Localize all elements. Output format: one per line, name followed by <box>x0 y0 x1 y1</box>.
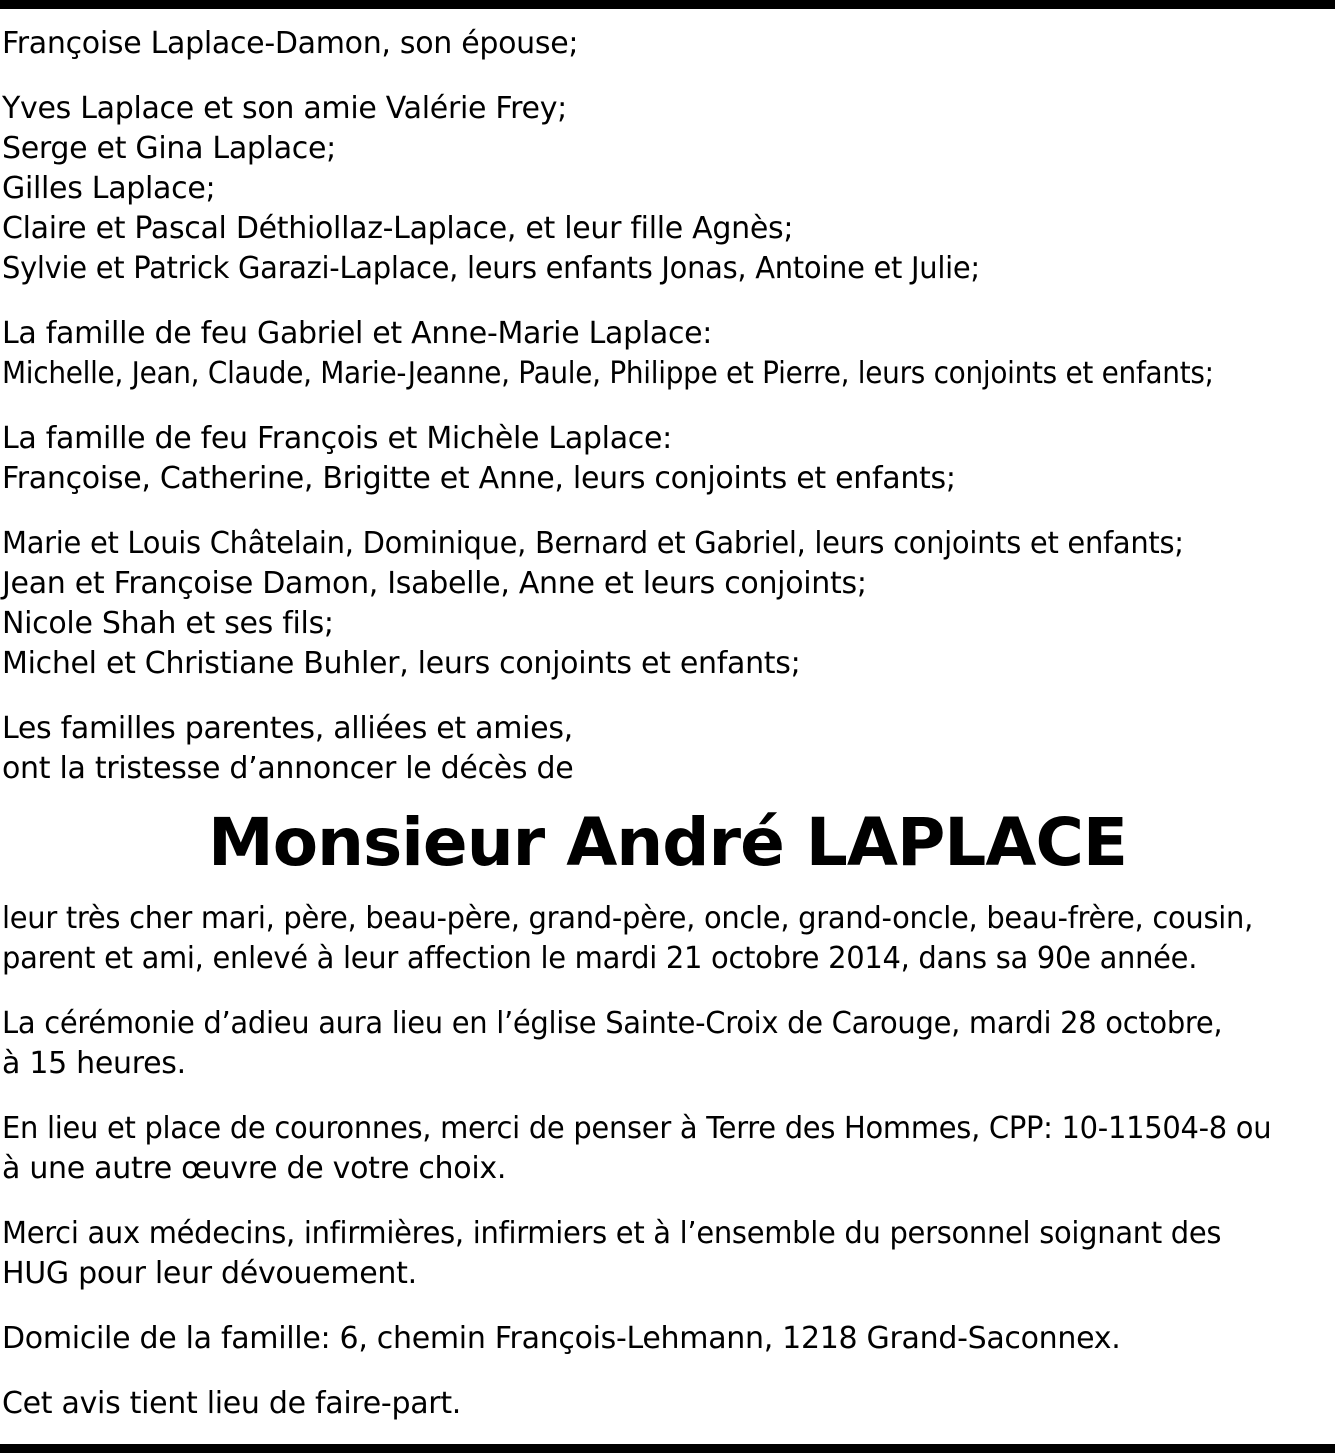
notice-line: Merci aux médecins, infirmières, infirmiers et à l’ensemble du personnel soignant des <box>2 1216 1222 1251</box>
notice-line: La famille de feu François et Michèle Laplace: <box>2 421 672 456</box>
notice-line: Nicole Shah et ses fils; <box>2 606 334 641</box>
details-section-thanks <box>2 1214 1333 1294</box>
notice-line: En lieu et place de couronnes, merci de penser à Terre des Hommes, CPP: 10-11504-8 ou <box>2 1111 1272 1146</box>
notice-line: Françoise Laplace-Damon, son épouse; <box>2 26 579 61</box>
notice-line: Yves Laplace et son amie Valérie Frey; <box>2 91 567 126</box>
notice-line: Michel et Christiane Buhler, leurs conjoints et enfants; <box>2 646 801 681</box>
top-rule <box>0 0 1335 9</box>
family-section-relatives <box>2 524 1333 684</box>
details-section-relationship <box>2 899 1333 979</box>
notice-line: ont la tristesse d’annoncer le décès de <box>2 751 574 786</box>
notice-line: à 15 heures. <box>2 1046 186 1081</box>
family-section-francois <box>2 419 1333 499</box>
details-section-ceremony <box>2 1004 1333 1084</box>
family-section-spouse <box>2 24 1333 64</box>
notice-line: Serge et Gina Laplace; <box>2 131 336 166</box>
notice-line: leur très cher mari, père, beau-père, grand-père, oncle, grand-oncle, beau-frère, cousin, <box>2 901 1253 936</box>
notice-line: HUG pour leur dévouement. <box>2 1256 417 1291</box>
details-section-closing <box>2 1384 1333 1424</box>
notice-line: Domicile de la famille: 6, chemin François-Lehmann, 1218 Grand-Saconnex. <box>2 1321 1121 1356</box>
notice-line: à une autre œuvre de votre choix. <box>2 1151 507 1186</box>
notice-line: Les familles parentes, alliées et amies, <box>2 711 573 746</box>
notice-line: Françoise, Catherine, Brigitte et Anne, leurs conjoints et enfants; <box>2 461 956 496</box>
notice-line: Gilles Laplace; <box>2 171 216 206</box>
family-section-gabriel <box>2 314 1333 394</box>
notice-line: parent et ami, enlevé à leur affection le mardi 21 octobre 2014, dans sa 90e année. <box>2 941 1198 976</box>
notice-line: Marie et Louis Châtelain, Dominique, Bernard et Gabriel, leurs conjoints et enfants; <box>2 526 1184 561</box>
notice-line: Sylvie et Patrick Garazi-Laplace, leurs enfants Jonas, Antoine et Julie; <box>2 251 980 286</box>
bottom-rule <box>0 1444 1335 1453</box>
details-section-address <box>2 1319 1333 1359</box>
family-section-children <box>2 89 1333 289</box>
notice-line: Michelle, Jean, Claude, Marie-Jeanne, Paule, Philippe et Pierre, leurs conjoints et enfants; <box>2 356 1214 391</box>
family-section-announcement <box>2 709 1333 789</box>
obituary-notice <box>2 24 1333 1424</box>
details-section-donation <box>2 1109 1333 1189</box>
notice-line: La cérémonie d’adieu aura lieu en l’église Sainte-Croix de Carouge, mardi 28 octobre, <box>2 1006 1223 1041</box>
notice-line: Cet avis tient lieu de faire-part. <box>2 1386 462 1421</box>
notice-line: La famille de feu Gabriel et Anne-Marie Laplace: <box>2 316 713 351</box>
deceased-name-heading: Monsieur André LAPLACE <box>208 804 1127 881</box>
notice-line: Jean et Françoise Damon, Isabelle, Anne et leurs conjoints; <box>2 566 867 601</box>
notice-line: Claire et Pascal Déthiollaz-Laplace, et leur fille Agnès; <box>2 211 794 246</box>
